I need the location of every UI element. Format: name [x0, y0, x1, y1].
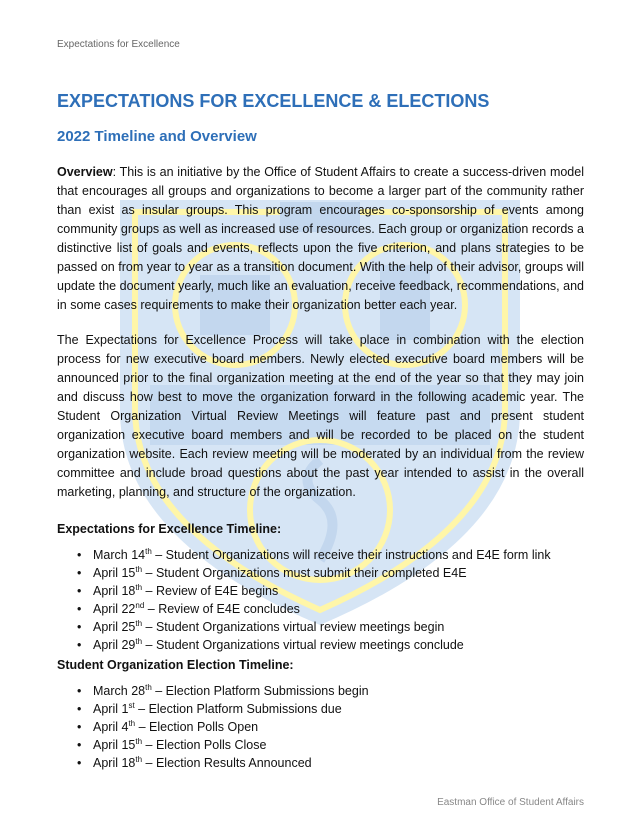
bullet-icon: • — [77, 620, 82, 634]
e4e-timeline-list — [57, 546, 584, 654]
list-item: • April 15th – Student Organizations must submit their completed E4E — [77, 564, 467, 580]
overview-label: Overview — [57, 165, 113, 179]
list-item: • April 15th – Election Polls Close — [77, 736, 267, 752]
bullet-icon: • — [77, 566, 82, 580]
page-footer: Eastman Office of Student Affairs — [437, 797, 584, 808]
section-subtitle: 2022 Timeline and Overview — [57, 128, 257, 145]
e4e-timeline-heading: Expectations for Excellence Timeline: — [57, 522, 282, 536]
document-page — [57, 0, 584, 829]
list-item: • April 18th – Review of E4E begins — [77, 582, 279, 598]
bullet-icon: • — [77, 548, 82, 562]
process-paragraph: The Expectations for Excellence Process will take place in combination with the election process for new executive board members. Newly elected executive board members will be announced prior to the final organization meeting at the end of the year so that they may join and discuss how best to move the organization forward in the following academic year. The Student Organization Virtual Review Meetings will feature past and present student organization executive board members and will be recorded to be placed on the student organization website. Each review meeting will be moderated by an individual from the review committee and include broad questions about the past year intended to assist in the overall marketing, planning, and structure of the organization. — [57, 333, 584, 499]
bullet-icon: • — [77, 738, 82, 752]
list-item: • April 4th – Election Polls Open — [77, 718, 259, 734]
bullet-icon: • — [77, 756, 82, 770]
list-item: • April 1st – Election Platform Submissions due — [77, 700, 342, 716]
list-item: • April 29th – Student Organizations virtual review meetings conclude — [77, 636, 464, 652]
bullet-icon: • — [77, 584, 82, 598]
overview-text: : This is an initiative by the Office of Student Affairs to create a success-driven model that encourages all groups and organizations to become a larger part of the community rather than exist as insular groups. This program encourages co-sponsorship of events among community groups as well as increased use of resources. Each group or organization records a distinctive list of goals and events, reflects upon the five criterion, and plans strategies to be passed on from year to year as a transition document. With the help of their advisor, groups will update the document yearly, much like an evaluation, receive feedback, recommendations, and in some cases requirements to make their organization better each year. — [57, 165, 584, 312]
bullet-icon: • — [77, 702, 82, 716]
bullet-icon: • — [77, 638, 82, 652]
bullet-icon: • — [77, 684, 82, 698]
document-title: EXPECTATIONS FOR EXCELLENCE & ELECTIONS — [57, 91, 490, 111]
list-item: • April 18th – Election Results Announced — [77, 754, 312, 770]
list-item: • April 25th – Student Organizations virtual review meetings begin — [77, 618, 445, 634]
election-timeline-heading: Student Organization Election Timeline: — [57, 658, 294, 672]
overview-paragraph — [57, 163, 584, 315]
list-item: • March 28th – Election Platform Submissions begin — [77, 682, 369, 698]
bullet-icon: • — [77, 602, 82, 616]
list-item: • March 14th – Student Organizations will receive their instructions and E4E form link — [77, 546, 551, 562]
bullet-icon: • — [77, 720, 82, 734]
election-timeline-list — [57, 682, 584, 772]
list-item: • April 22nd – Review of E4E concludes — [77, 600, 300, 616]
page-header: Expectations for Excellence — [57, 39, 180, 50]
